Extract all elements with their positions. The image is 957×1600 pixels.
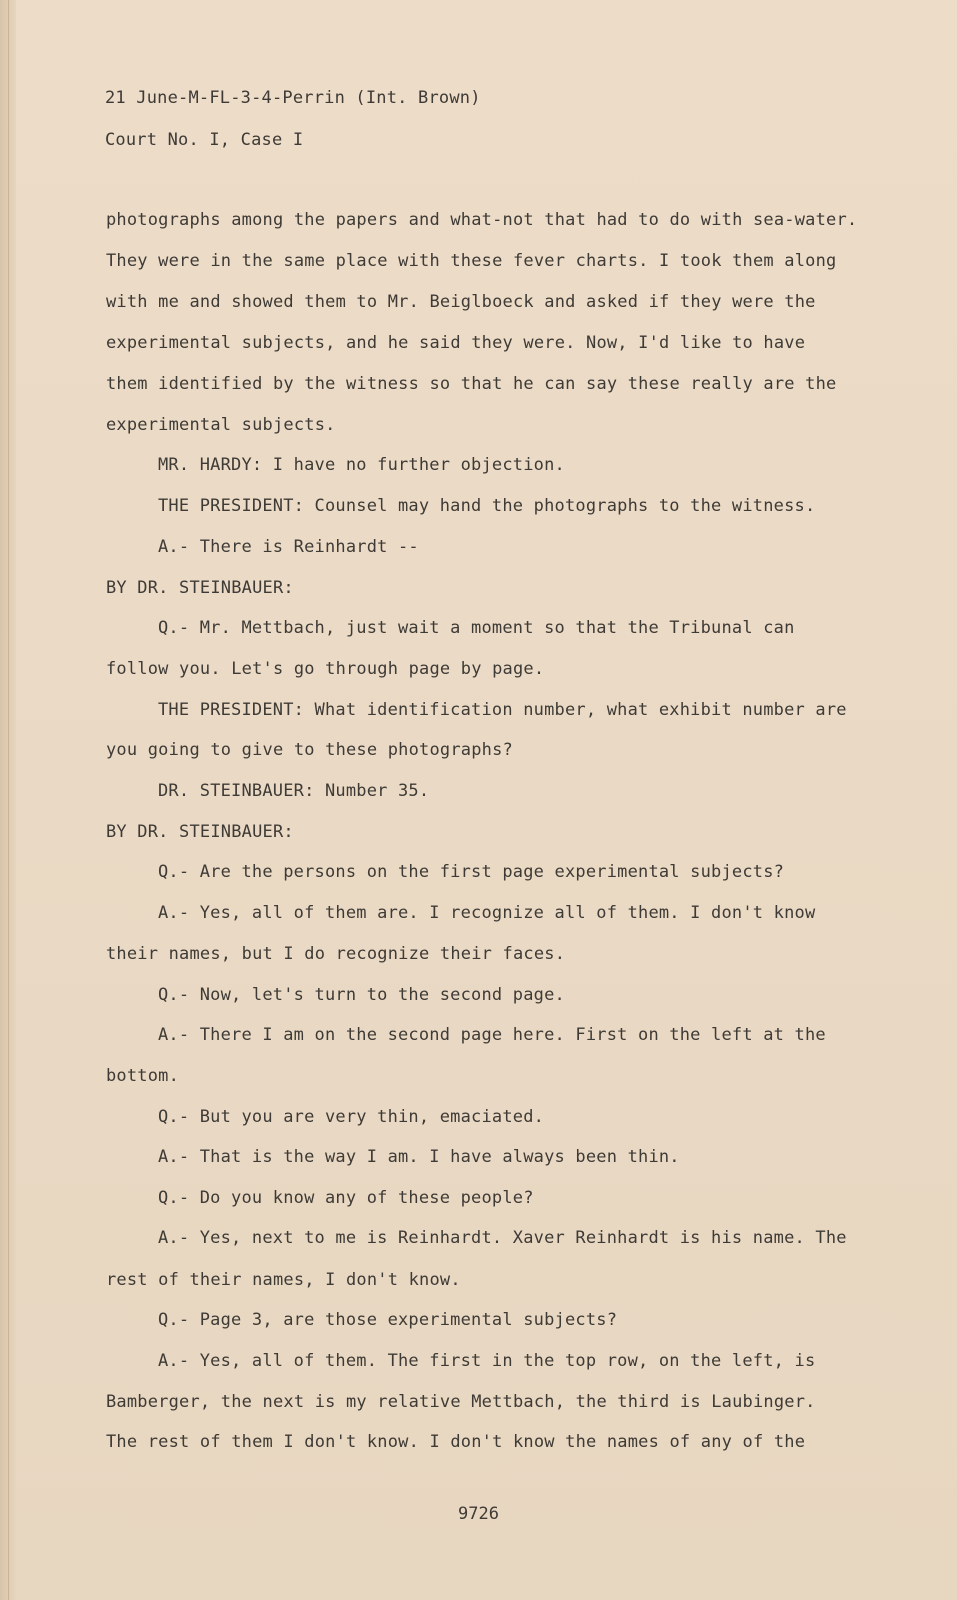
transcript-line: Q.- But you are very thin, emaciated. xyxy=(158,1107,545,1127)
transcript-line: with me and showed them to Mr. Beiglboeck and asked if they were the xyxy=(106,292,816,312)
transcript-line: MR. HARDY: I have no further objection. xyxy=(158,455,565,475)
transcript-line: them identified by the witness so that he can say these really are the xyxy=(106,374,837,394)
transcript-line: follow you. Let's go through page by page. xyxy=(106,659,545,679)
transcript-line: A.- There is Reinhardt -- xyxy=(158,537,419,557)
transcript-line: you going to give to these photographs? xyxy=(106,740,513,760)
transcript-line: Q.- Now, let's turn to the second page. xyxy=(158,985,565,1005)
page-number: 9726 xyxy=(458,1504,499,1524)
header-session-line: 21 June-M-FL-3-4-Perrin (Int. Brown) xyxy=(105,88,481,108)
transcript-line: Q.- Are the persons on the first page experimental subjects? xyxy=(158,862,785,882)
transcript-line: The rest of them I don't know. I don't know the names of any of the xyxy=(106,1432,806,1452)
transcript-line: experimental subjects. xyxy=(106,415,336,435)
transcript-line: They were in the same place with these fever charts. I took them along xyxy=(106,251,837,271)
header-court-line: Court No. I, Case I xyxy=(105,130,304,150)
transcript-line: A.- That is the way I am. I have always been thin. xyxy=(158,1147,680,1167)
transcript-line: bottom. xyxy=(106,1066,180,1086)
transcript-line: A.- Yes, next to me is Reinhardt. Xaver Reinhardt is his name. The xyxy=(158,1228,847,1248)
transcript-line: photographs among the papers and what-not that had to do with sea-water. xyxy=(106,210,858,230)
transcript-line: Q.- Page 3, are those experimental subjects? xyxy=(158,1310,618,1330)
transcript-line: THE PRESIDENT: What identification number, what exhibit number are xyxy=(158,700,847,720)
transcript-line: DR. STEINBAUER: Number 35. xyxy=(158,781,430,801)
transcript-line: Bamberger, the next is my relative Mettbach, the third is Laubinger. xyxy=(106,1392,816,1412)
transcript-line: BY DR. STEINBAUER: xyxy=(106,578,294,598)
transcript-line: A.- Yes, all of them. The first in the top row, on the left, is xyxy=(158,1351,816,1371)
transcript-line: Q.- Do you know any of these people? xyxy=(158,1188,534,1208)
binding-line xyxy=(8,0,9,1600)
transcript-line: their names, but I do recognize their faces. xyxy=(106,944,566,964)
transcript-line: A.- There I am on the second page here. First on the left at the xyxy=(158,1025,826,1045)
transcript-line: THE PRESIDENT: Counsel may hand the photographs to the witness. xyxy=(158,496,816,516)
transcript-line: A.- Yes, all of them are. I recognize all of them. I don't know xyxy=(158,903,816,923)
transcript-line: experimental subjects, and he said they were. Now, I'd like to have xyxy=(106,333,806,353)
transcript-line: Q.- Mr. Mettbach, just wait a moment so that the Tribunal can xyxy=(158,618,795,638)
transcript-line: rest of their names, I don't know. xyxy=(106,1270,461,1290)
transcript-line: BY DR. STEINBAUER: xyxy=(106,822,294,842)
